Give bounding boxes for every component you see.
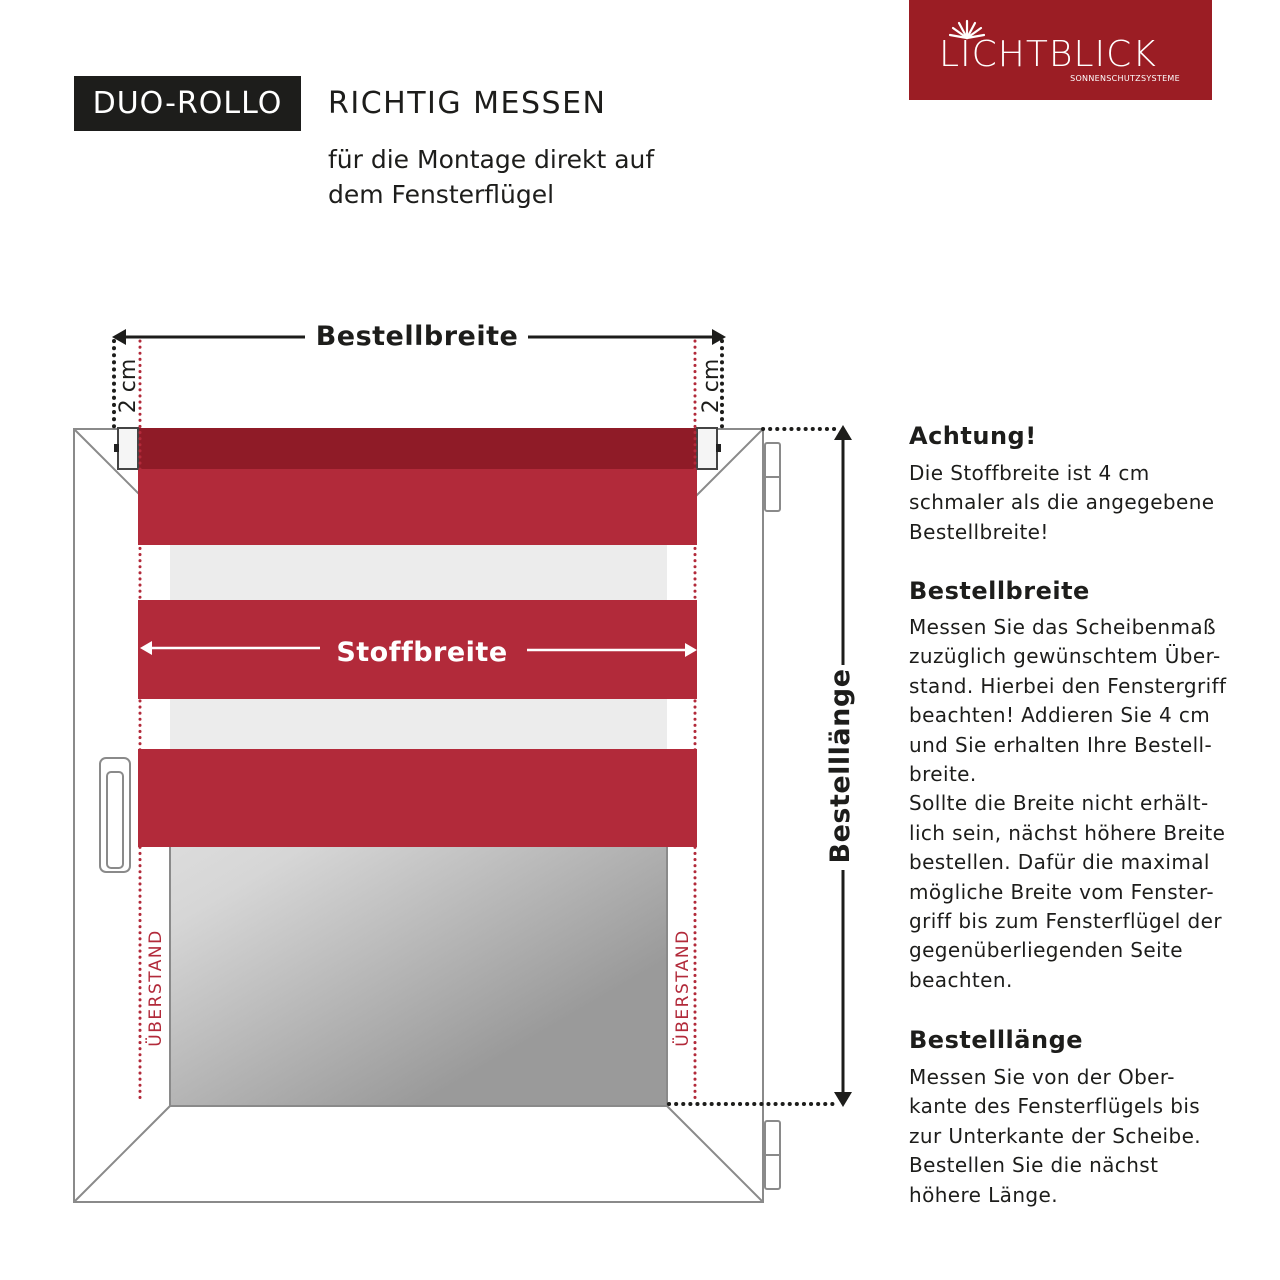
note-order-length <box>909 1026 1239 1210</box>
note-warning-text: Die Stoffbreite ist 4 cm schmaler als die angegebene Bestellbreite! <box>909 461 1215 544</box>
note-warning-title: Achtung! <box>909 422 1037 450</box>
fabric-width-label: Stoffbreite <box>336 637 508 668</box>
bracket-right <box>697 428 717 469</box>
overhang-right-value: 2 cm <box>699 358 724 414</box>
logo-wordmark: LICHTBLICK <box>939 34 1157 75</box>
overhang-label-left: ÜBERSTAND <box>146 929 166 1047</box>
bracket-left <box>118 428 138 469</box>
blind-stripe-1 <box>138 469 697 545</box>
note-order-width-text: Messen Sie das Scheibenmaß zuzüglich gewünschtem Über- stand. Hierbei den Fenstergriff beachten! Addieren Sie 4 cm und Sie erhalten Ihre Bestell- breite. Sollte die Breite nicht erhält- lich sein, nächst höhere Breite bestellen. Dafür die maximal mögliche Breite vom Fenster- griff bis zum Fensterflügel der gegenüberliegenden Seite beachten. <box>909 615 1227 992</box>
note-order-length-text: Messen Sie von der Ober- kante des Fensterflügels bis zur Unterkante der Scheibe. Bestellen Sie die nächst höhere Länge. <box>909 1065 1202 1207</box>
logo-tagline: SONNENSCHUTZSYSTEME <box>1070 74 1180 83</box>
blind-mesh-1 <box>170 545 667 600</box>
order-length-label: Bestelllänge <box>825 668 856 864</box>
blind-cassette <box>138 428 697 469</box>
note-order-length-title: Bestelllänge <box>909 1026 1084 1054</box>
order-width-label: Bestellbreite <box>315 321 519 352</box>
note-order-width-title: Bestellbreite <box>909 577 1090 605</box>
product-badge: DUO-ROLLO <box>74 76 301 131</box>
blind-stripe-3 <box>138 749 697 847</box>
window-handle <box>100 758 130 872</box>
page-title: RICHTIG MESSEN <box>328 86 607 121</box>
overhang-left-value: 2 cm <box>116 358 141 414</box>
order-width-dimension <box>112 321 726 352</box>
blind-mesh-2 <box>170 699 667 749</box>
note-warning <box>909 422 1239 547</box>
note-order-width <box>909 577 1239 995</box>
subtitle-line-2: dem Fensterflügel <box>328 180 555 209</box>
subtitle-line-1: für die Montage direkt auf <box>328 145 655 174</box>
overhang-label-right: ÜBERSTAND <box>673 929 693 1047</box>
